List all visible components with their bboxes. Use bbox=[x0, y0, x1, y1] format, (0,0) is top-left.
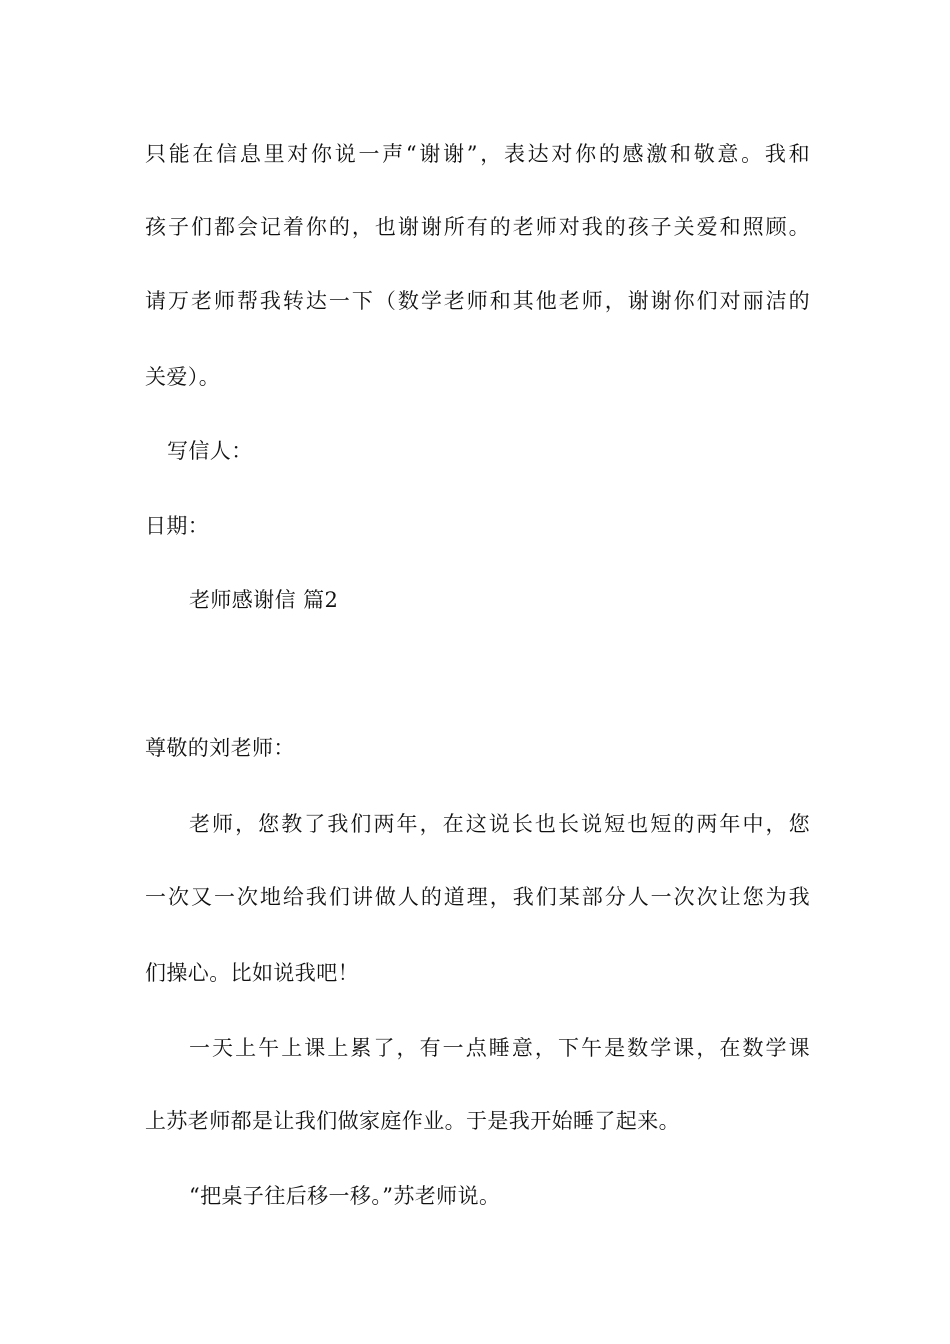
paragraph-line: 上苏老师都是让我们做家庭作业。于是我开始睡了起来。 bbox=[145, 1109, 680, 1133]
paragraph-line: “把桌子往后移一移。”苏老师说。 bbox=[189, 1184, 501, 1208]
date-label: 日期： bbox=[145, 514, 210, 538]
signature-label: 写信人： bbox=[167, 439, 253, 463]
paragraph-line: 一天上午上课上累了，有一点睡意，下午是数学课，在数学课 bbox=[189, 1036, 810, 1060]
paragraph-line: 老师，您教了我们两年，在这说长也长说短也短的两年中，您 bbox=[189, 812, 810, 836]
paragraph-line: 关爱）。 bbox=[145, 365, 221, 389]
paragraph-line: 孩子们都会记着你的，也谢谢所有的老师对我的孩子关爱和照顾。 bbox=[145, 215, 810, 239]
paragraph-line: 一次又一次地给我们讲做人的道理，我们某部分人一次次让您为我 bbox=[145, 885, 810, 909]
paragraph-line: 请万老师帮我转达一下（数学老师和其他老师，谢谢你们对丽洁的 bbox=[145, 289, 810, 313]
paragraph-line: 们操心。比如说我吧！ bbox=[145, 961, 359, 985]
paragraph-line: 只能在信息里对你说一声“谢谢”，表达对你的感激和敬意。我和 bbox=[145, 142, 810, 166]
salutation: 尊敬的刘老师： bbox=[145, 736, 295, 760]
section-title: 老师感谢信 篇2 bbox=[189, 588, 339, 612]
